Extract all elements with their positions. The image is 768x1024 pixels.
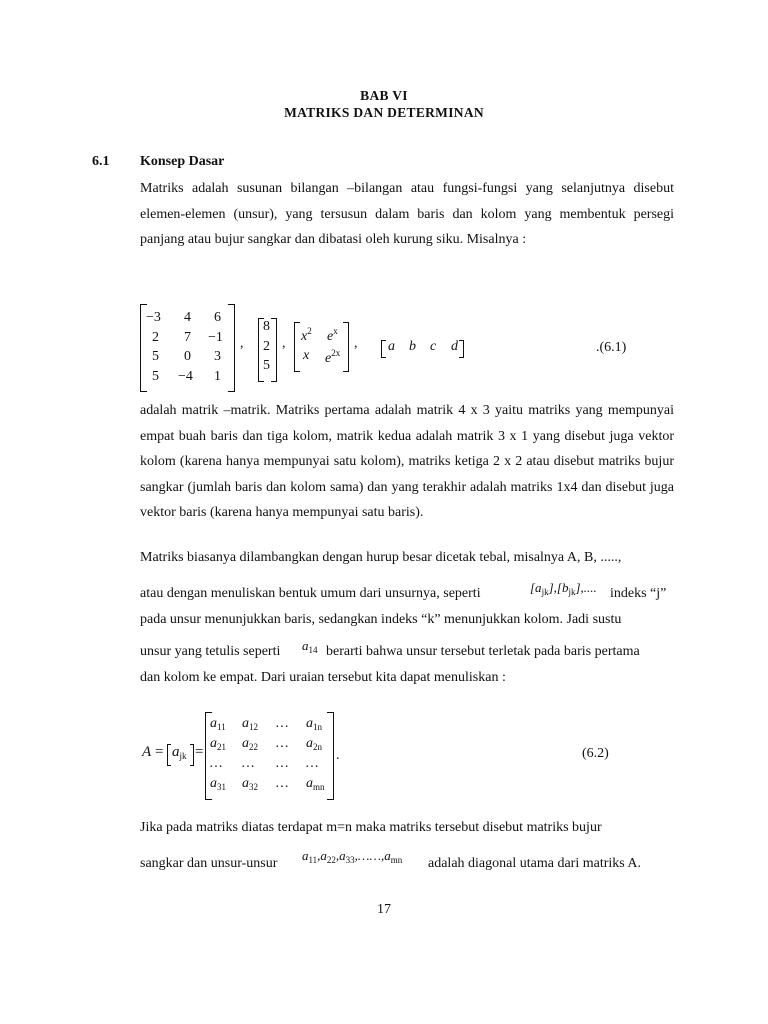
bracket-left [294,322,300,372]
matrix-cell: … [276,716,289,731]
matrix-cell: $a_{mn}$ [306,776,325,792]
matrix-cell: −3 [146,310,161,325]
text-line: pada unsur menunjukkan baris, sedangkan indeks “k” menunjukkan kolom. Jadi sustu [140,612,622,627]
text-line: Jika pada matriks diatas terdapat m=n maka matriks tersebut disebut matriks bujur [140,820,602,835]
section-number: 6.1 [92,154,110,169]
matrix-cell: 0 [184,349,191,364]
text-line: Matriks biasanya dilambangkan dengan hurup besar dicetak tebal, misalnya A, B, ....., [140,550,622,565]
matrix-cell: … [276,756,289,771]
matrix-cell: … [276,776,289,791]
matrix-cell: 7 [184,329,191,345]
section-title: Konsep Dasar [140,154,225,169]
matrix-cell: −4 [178,368,193,384]
matrix-cell: … [210,756,223,771]
matrix-cell: 2 [152,329,159,345]
matrix-cell: $a_{2n}$ [306,736,322,752]
bracket-right [343,322,349,372]
equation-6-2: A = $a_{jk}$ = $a_{11}$ $a_{12}$ … $a_{1n}$ $a_{21}$ $a_{22}$ … $a_{2n}$ … … … … $a_{31}$ $a_{32}$ … $a_{mn}$ . (6.2) [0,708,768,803]
matrix-cell: c [430,339,437,354]
text-line: sangkar dan unsur-unsur [140,856,278,871]
paragraph-intro: Matriks adalah susunan bilangan –bilangan atau fungsi-fungsi yang selanjutnya disebut elemen-elemen (unsur), yang tersusun dalam baris dan kolom yang membentuk persegi panjang atau bujur sangkar dan dibatasi oleh kurung siku. Misalnya : [140,181,674,247]
matrix-cell: 5 [152,349,159,364]
matrix-cell: 3 [214,349,221,364]
inline-math-a14: $a_{14}$ [302,638,318,655]
matrix-cell: 8 [263,319,270,334]
matrix-2x2-cell: x [303,348,310,363]
chapter-title: MATRIKS DAN DETERMINAN [284,105,484,120]
bracket-right [228,304,235,392]
page-number: 17 [377,902,391,917]
matrix-cell: … [276,736,289,751]
matrix-cell: … [242,756,255,771]
bracket-right [459,340,464,358]
bracket-right [271,318,277,382]
matrix-cell: 1 [214,368,221,384]
matrix-cell: 5 [152,368,159,384]
matrix-cell: a [388,339,395,354]
text-line: dan kolom ke empat. Dari uraian tersebut kita dapat menuliskan : [140,670,506,685]
inline-math-ajk-bjk: $[a_{jk}],[b_{jk}]$,.... [530,580,597,597]
equation-label: (6.2) [582,746,609,761]
text-line: adalah diagonal utama dari matriks A. [428,856,642,871]
equation-6-1: −3 4 6 2 7 −1 5 0 3 5 −4 1 , 8 2 5 , $x^2$ $e^x$ x $e^{2x}$ , a b c d .(6.1) [0,300,768,395]
matrix-cell: … [306,756,319,771]
text-line: atau dengan menuliskan bentuk umum dari unsurnya, seperti [140,586,481,601]
matrix-cell: $a_{22}$ [242,736,258,752]
matrix-cell: b [409,339,416,354]
text-line: berarti bahwa unsur tersebut terletak pada baris pertama [326,644,640,659]
matrix-cell: $a_{11}$ [210,716,226,732]
matrix-cell: $a_{32}$ [242,776,258,792]
matrix-cell: d [451,339,458,354]
matrix-cell: 5 [263,358,270,373]
matrix-cell: 4 [184,310,191,325]
text-line: unsur yang tetulis seperti [140,644,281,659]
inline-math-diagonal: $a_{11},a_{22},a_{33},\dots\dots,a_{mn}$ [302,848,403,865]
paragraph-explanation: adalah matrik –matrik. Matriks pertama adalah matrik 4 x 3 yaitu matriks yang mempunyai empat buah baris dan tiga kolom, matrik kedua adalah matrik 3 x 1 yang disebut juga vektor kolom (karena hanya mempunyai satu kolom), matriks ketiga 2 x 2 atau disebut matriks bujur sangkar (jumlah baris dan kolom sama) dan yang terakhir adalah matriks 1x4 dan disebut juga vektor baris (karena hanya mempunyai satu baris). [140,403,674,520]
matrix-2x2-cell: $e^x$ [327,326,338,344]
matrix-cell: 2 [263,338,270,354]
matrix-2x2-cell: $x^2$ [301,326,312,344]
matrix-cell: $a_{21}$ [210,736,226,752]
bracket-right [327,712,334,800]
matrix-cell: −1 [208,329,223,345]
matrix-cell: 6 [214,310,221,325]
matrix-2x2-cell: $e^{2x}$ [325,348,341,366]
matrix-cell: $a_{12}$ [242,716,258,732]
equation-label: .(6.1) [596,340,627,355]
text-line: indeks “j” [610,586,667,601]
bracket-left [381,340,386,358]
matrix-cell: $a_{1n}$ [306,716,322,732]
chapter-label: BAB VI [360,88,408,103]
matrix-cell: $a_{31}$ [210,776,226,792]
